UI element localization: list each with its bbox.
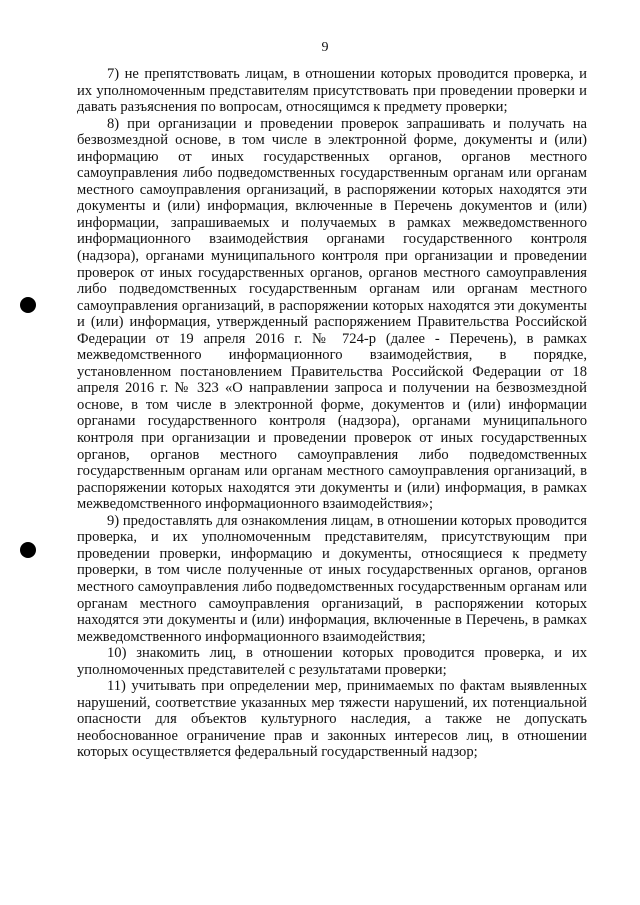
page-number: 9 [321, 40, 329, 55]
paragraph-item-9: 9) предоставлять для ознакомления лицам, в отношении которых проводится проверка, и их уполномоченным представителям, присутствующим при проведении проверки, информацию и документы, относящиеся к предмету проверки, в том числе полученные от иных государственных органов, органов местного самоуправления либо подведомственных государственным органам или органам местного самоуправления организаций, в распоряжении которых находятся эти документы и (или) информация, включенные в Перечень, в рамках межведомственного информационного взаимодействия; [77, 512, 587, 645]
punch-hole [20, 297, 36, 313]
paragraph-item-10: 10) знакомить лиц, в отношении которых проводится проверка, и их уполномоченных представителей с результатами проверки; [77, 645, 587, 678]
paragraph-item-8: 8) при организации и проведении проверок запрашивать и получать на безвозмездной основе, в том числе в электронной форме, документы и (или) информацию от иных государственных органов, органов местного самоуправления либо подведомственных государственным органам или органам местного самоуправления организаций, в распоряжении которых находятся эти документы и (или) информация, включенные в Перечень документов и (или) информации, запрашиваемых и получаемых в рамках межведомственного информационного взаимодействия органами государственного контроля (надзора), органами муниципального контроля при организации и проведении проверок от иных государственных органов, органов местного самоуправления либо подведомственных государственным органам или органам местного самоуправления организаций, в распоряжении которых находятся эти документы и (или) информация, утвержденный распоряжением Правительства Российской Федерации от 19 апреля 2016 г. № 724-р (далее - Перечень), в рамках межведомственного информационного взаимодействия, в порядке, установленном постановлением Правительства Российской Федерации от 18 апреля 2016 г. № 323 «О направлении запроса и получении на безвозмездной основе, в том числе в электронной форме, документов и (или) информации органами государственного контроля (надзора), органами муниципального контроля при организации и проведении проверок от иных государственных органов, органов местного самоуправления либо подведомственных государственным органам или органам местного самоуправления организаций, в распоряжении которых находятся эти документы и (или) информация, в рамках межведомственного информационного взаимодействия»; [77, 115, 587, 513]
paragraph-item-7: 7) не препятствовать лицам, в отношении которых проводится проверка, и их уполномоченным представителям присутствовать при проведении проверки и давать разъяснения по вопросам, относящимся к предмету проверки; [77, 66, 587, 116]
document-body [77, 66, 587, 761]
punch-hole [20, 542, 36, 558]
paragraph-item-11: 11) учитывать при определении мер, принимаемых по фактам выявленных нарушений, соответствие указанных мер тяжести нарушений, их потенциальной опасности для объектов культурного наследия, а также не допускать необоснованное ограничение прав и законных интересов лиц, в отношении которых осуществляется федеральный государственный надзор; [77, 678, 587, 761]
